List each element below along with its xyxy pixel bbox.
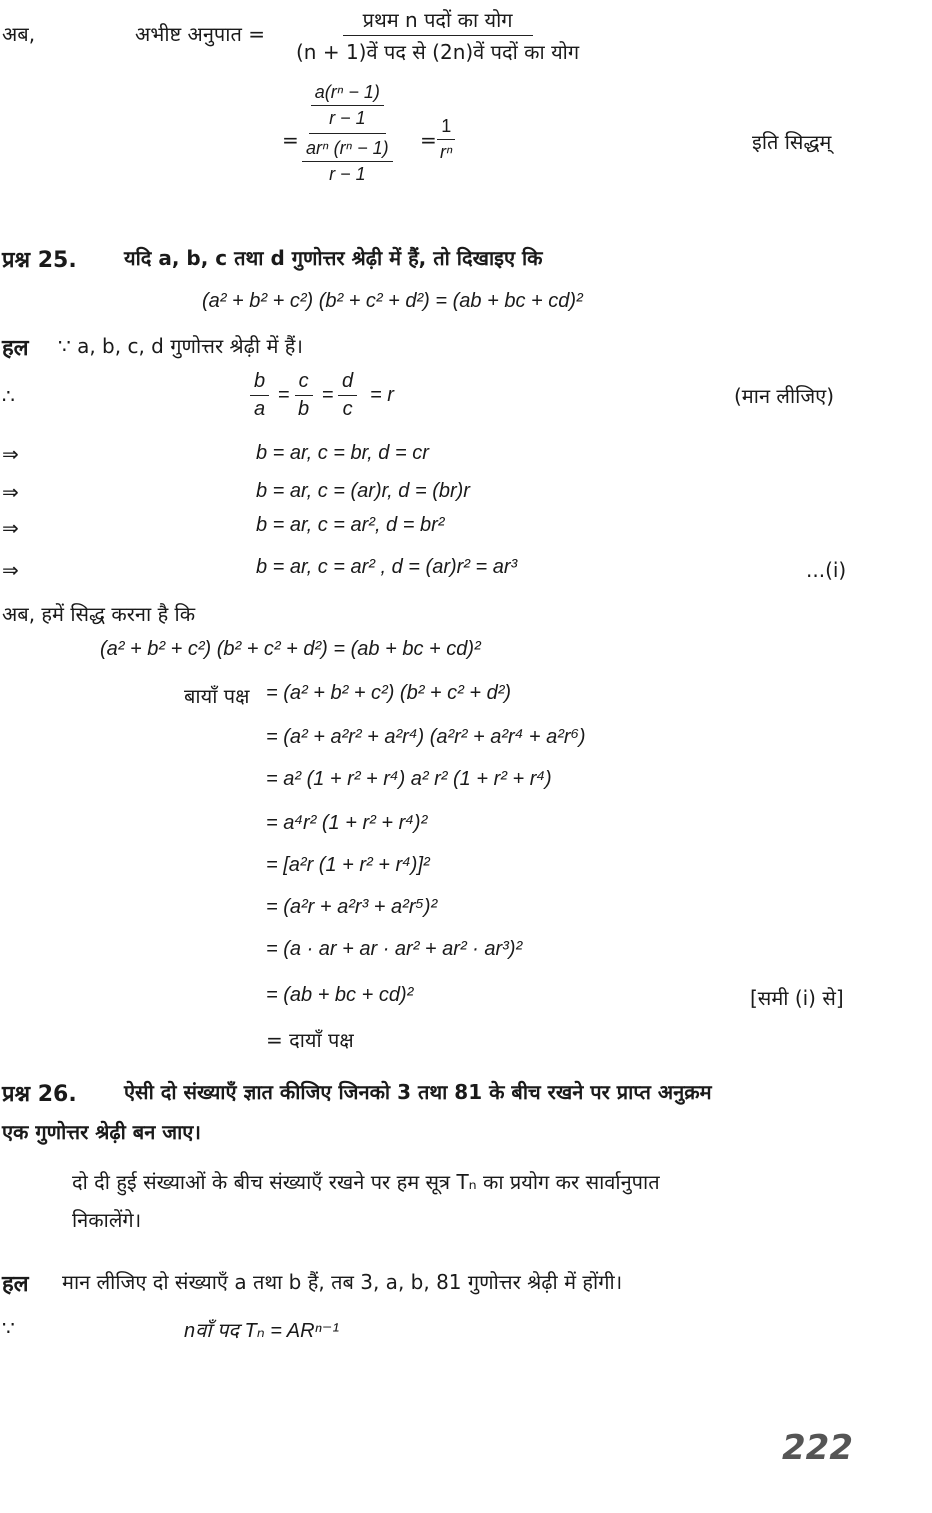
q25-text: यदि a, b, c तथा d गुणोत्तर श्रेढ़ी में हैं, तो दिखाइए कि [124, 246, 543, 270]
step-expr: b = ar, c = br, d = cr [256, 442, 429, 464]
since-symbol: ∵ [2, 1316, 15, 1340]
page-number: 222 [782, 1428, 853, 1468]
ab-label: अब, [2, 22, 36, 46]
step-sym: ⇒ [2, 516, 19, 540]
inner-num: a(rⁿ − 1) [311, 82, 384, 106]
ratio-b2: b [298, 398, 310, 420]
ratio-label: अभीष्ट अनुपात = [135, 22, 265, 46]
lhs-step: = [a²r (1 + r² + r⁴)]² [266, 854, 430, 876]
now-prove: अब, हमें सिद्ध करना है कि [2, 602, 196, 626]
nested-top [311, 82, 384, 133]
lhs-step: = a² (1 + r² + r⁴) a² r² (1 + r² + r⁴) [266, 768, 552, 790]
q25-hal: हल [2, 336, 29, 361]
ratio-d-c [338, 370, 357, 421]
inner-num-den: r − 1 [329, 108, 366, 128]
step-sym: ⇒ [2, 442, 19, 466]
rhs-result: = दायाँ पक्ष [266, 1028, 354, 1052]
q26-hint-line2: निकालेंगे। [72, 1208, 142, 1232]
eq-sign-b: = [322, 384, 334, 406]
equals-sign: = [282, 128, 299, 152]
iti-siddham: इति सिद्धम् [752, 130, 832, 154]
step-sym: ⇒ [2, 480, 19, 504]
q26-label: प्रश्न 26. [2, 1082, 77, 1107]
ratio-a: a [254, 398, 266, 420]
q25-equation: (a² + b² + c²) (b² + c² + d²) = (ab + bc + cd)² [202, 290, 583, 312]
equation-tag: ...(i) [806, 558, 847, 582]
inner-den: arⁿ (rⁿ − 1) [302, 138, 393, 162]
ratio-d: d [338, 370, 357, 396]
therefore-symbol: ∴ [2, 384, 15, 408]
inner-den-den: r − 1 [329, 164, 366, 184]
nested-fraction [298, 82, 397, 185]
lhs-step: = (a² + a²r² + a²r⁴) (a²r² + a²r⁴ + a²r⁶) [266, 726, 586, 748]
step-expr: b = ar, c = ar², d = br² [256, 514, 445, 536]
lhs-label: बायाँ पक्ष [184, 684, 250, 708]
q26-text-line1: ऐसी दो संख्याएँ ज्ञात कीजिए जिनको 3 तथा 81 के बीच रखने पर प्राप्त अनुक्रम [124, 1080, 712, 1104]
q25-label: प्रश्न 25. [2, 248, 77, 273]
equals-sign-2: = [420, 128, 437, 152]
prove-equation: (a² + b² + c²) (b² + c² + d²) = (ab + bc + cd)² [100, 638, 481, 660]
q26-hint-line1: दो दी हुई संख्याओं के बीच संख्याएँ रखने पर हम सूत्र Tₙ का प्रयोग कर सार्वानुपात [72, 1170, 660, 1194]
nested-bottom [302, 138, 393, 185]
from-equation: [समी (i) से] [750, 986, 844, 1010]
result-fraction [436, 116, 457, 163]
step-expr: b = ar, c = ar² , d = (ar)r² = ar³ [256, 556, 518, 578]
result-den: rⁿ [440, 142, 453, 162]
lhs-step: = (a² + b² + c²) (b² + c² + d²) [266, 682, 512, 704]
man-lijiye: (मान लीजिए) [734, 384, 835, 408]
ratio-c2: c [342, 398, 353, 420]
q26-hal-text: मान लीजिए दो संख्याएँ a तथा b हैं, तब 3, a, b, 81 गुणोत्तर श्रेढ़ी में होंगी। [62, 1270, 623, 1294]
ratio-c-b [294, 370, 313, 421]
step-expr: b = ar, c = (ar)r, d = (br)r [256, 480, 470, 502]
ratio-denominator: (n + 1)वें पद से (2n)वें पदों का योग [296, 40, 580, 64]
ratio-c: c [295, 370, 313, 396]
ratio-numerator: प्रथम n पदों का योग [343, 6, 533, 36]
nth-term-formula: nवाँ पद Tₙ = ARⁿ⁻¹ [184, 1320, 340, 1342]
lhs-step: = (a · ar + ar · ar² + ar² · ar³)² [266, 938, 523, 960]
q25-hal-text: ∵ a, b, c, d गुणोत्तर श्रेढ़ी में हैं। [58, 334, 303, 358]
lhs-step: = a⁴r² (1 + r² + r⁴)² [266, 812, 428, 834]
ratio-fraction [292, 6, 583, 65]
ratio-tail: = r [370, 384, 394, 406]
eq-sign-a: = [278, 384, 290, 406]
q26-text-line2: एक गुणोत्तर श्रेढ़ी बन जाए। [2, 1120, 201, 1144]
lhs-step: = (ab + bc + cd)² [266, 984, 414, 1006]
lhs-step: = (a²r + a²r³ + a²r⁵)² [266, 896, 438, 918]
ratio-b: b [250, 370, 269, 396]
q26-hal: हल [2, 1272, 29, 1297]
step-sym: ⇒ [2, 558, 19, 582]
result-num: 1 [437, 116, 455, 140]
ratio-b-a [250, 370, 269, 421]
